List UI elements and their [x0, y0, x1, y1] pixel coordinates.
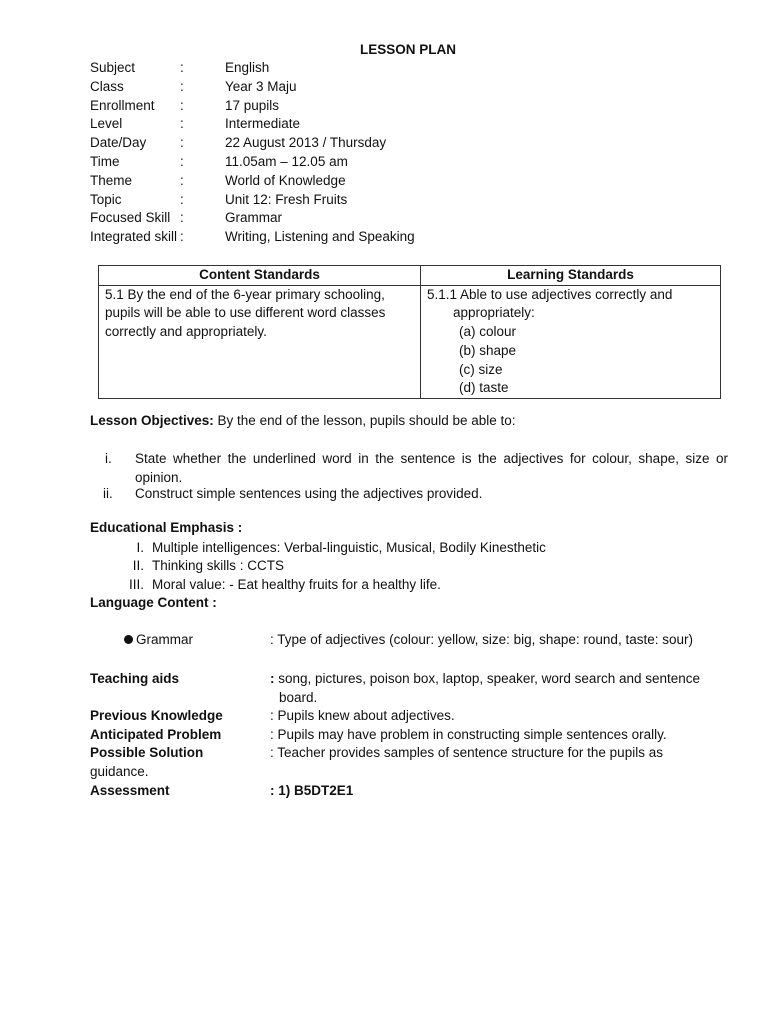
learning-standard-line: 5.1.1 Able to use adjectives correctly and — [427, 286, 673, 302]
info-value: Year 3 Maju — [225, 78, 297, 94]
list-item-text: Construct simple sentences using the adjectives provided. — [135, 486, 483, 501]
bullet-value: : Type of adjectives (colour: yellow, size: big, shape: round, taste: sour) — [270, 632, 693, 647]
info-colon: : — [180, 229, 184, 245]
content-standards-cell: 5.1 By the end of the 6-year primary schooling, pupils will be able to use different word classes correctly and appropriately. — [99, 285, 421, 398]
info-value: Intermediate — [225, 116, 301, 132]
info-label: Theme — [90, 172, 133, 188]
content-standards-header: Content Standards — [99, 266, 421, 286]
standards-table — [98, 265, 721, 399]
learning-standard-item: (b) shape — [459, 342, 517, 358]
info-value: 17 pupils — [225, 97, 280, 113]
list-item-text: Thinking skills : CCTS — [152, 558, 285, 573]
teaching-aids-colon: : — [270, 671, 275, 686]
info-colon: : — [180, 172, 184, 188]
info-label: Topic — [90, 191, 122, 207]
emphasis-heading: Educational Emphasis : — [90, 520, 243, 535]
list-item-text: State whether the underlined word in the sentence is the adjectives for colour, shape, size or opinion. — [135, 451, 728, 485]
list-item-text: Multiple intelligences: Verbal-linguistic, Musical, Bodily Kinesthetic — [152, 540, 546, 555]
info-colon: : — [180, 210, 184, 226]
info-colon: : — [180, 191, 184, 207]
info-label: Time — [90, 153, 120, 169]
info-value: World of Knowledge — [225, 172, 346, 188]
info-value: English — [225, 60, 270, 75]
info-value: Grammar — [225, 210, 282, 226]
info-label: Integrated skill — [90, 229, 178, 245]
info-value: 11.05am – 12.05 am — [225, 153, 348, 169]
list-item-number: III. — [128, 577, 144, 592]
previous-knowledge-label: Previous Knowledge — [90, 708, 223, 723]
info-colon: : — [180, 60, 184, 75]
info-colon: : — [180, 135, 184, 151]
info-value: Unit 12: Fresh Fruits — [225, 191, 348, 207]
assessment-value: : 1) B5DT2E1 — [270, 783, 354, 798]
list-item-number: ii. — [103, 486, 113, 501]
possible-solution-value-cont: guidance. — [90, 764, 149, 779]
list-item-text: Moral value: - Eat healthy fruits for a healthy life. — [152, 577, 441, 592]
language-bullet — [124, 631, 193, 650]
info-value: 22 August 2013 / Thursday — [225, 135, 387, 151]
learning-standard-item: (c) size — [459, 361, 503, 377]
assessment-label: Assessment — [90, 783, 170, 798]
learning-standard-item: (a) colour — [459, 324, 517, 340]
objectives-intro: By the end of the lesson, pupils should be able to: — [213, 413, 516, 428]
table-row — [99, 285, 721, 398]
anticipated-problem-value: : Pupils may have problem in constructing simple sentences orally. — [270, 727, 667, 742]
page-title: LESSON PLAN — [359, 42, 456, 57]
list-item-number: I. — [136, 540, 144, 555]
language-content-heading: Language Content : — [90, 595, 217, 610]
learning-standard-item: (d) taste — [459, 380, 509, 396]
info-label: Class — [90, 78, 124, 94]
info-colon: : — [180, 153, 184, 169]
info-colon: : — [180, 97, 184, 113]
possible-solution-label: Possible Solution — [90, 745, 204, 760]
learning-standard-line: appropriately: — [453, 305, 535, 321]
previous-knowledge-value: : Pupils knew about adjectives. — [270, 708, 455, 723]
info-label: Date/Day — [90, 135, 147, 151]
teaching-aids-text-cont: board. — [279, 689, 318, 705]
learning-standards-header: Learning Standards — [421, 266, 721, 286]
bullet-label: Grammar — [136, 632, 193, 647]
list-item-number: II. — [132, 558, 144, 573]
objectives-section — [90, 412, 516, 431]
table-header-row — [99, 266, 721, 286]
teaching-aids-label: Teaching aids — [90, 671, 180, 686]
info-colon: : — [180, 116, 184, 132]
teaching-aids-text: song, pictures, poison box, laptop, speaker, word search and sentence — [274, 671, 701, 686]
list-item-number: i. — [105, 451, 112, 466]
possible-solution-value: : Teacher provides samples of sentence structure for the pupils as — [270, 745, 663, 760]
anticipated-problem-label: Anticipated Problem — [90, 727, 222, 742]
info-value: Writing, Listening and Speaking — [225, 229, 415, 245]
info-label: Level — [90, 116, 123, 132]
info-label: Enrollment — [90, 97, 155, 113]
objectives-heading: Lesson Objectives: — [90, 413, 214, 428]
learning-standards-cell — [421, 285, 721, 398]
info-label: Focused Skill — [90, 210, 171, 226]
info-colon: : — [180, 78, 184, 94]
bullet-icon — [124, 635, 133, 644]
teaching-aids-value — [270, 670, 730, 707]
info-label: Subject — [90, 60, 136, 75]
